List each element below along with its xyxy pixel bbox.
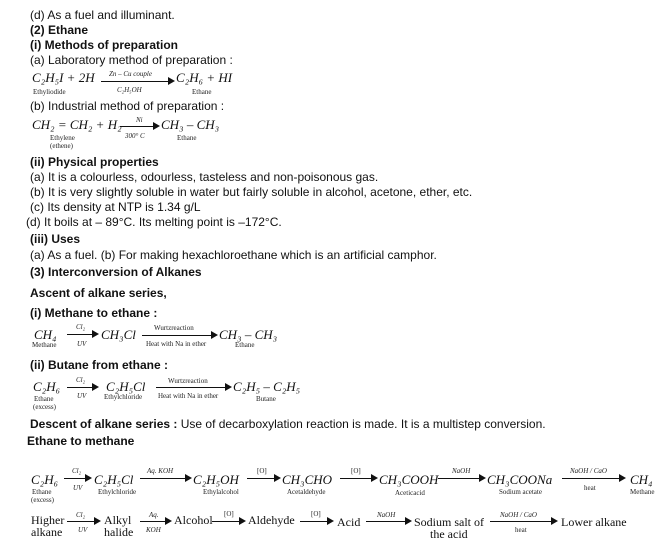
chain-p5: CH₃COONa [487,472,553,487]
but-a2-below: Heat with Na in ether [158,392,219,400]
but-a2-above: Wurtzreaction [168,377,208,385]
ind-product-label: Ethane [177,134,197,142]
descent-line [30,417,546,431]
uses-heading: (iii) Uses [30,232,81,246]
gen-a5-above: NaOH [377,511,396,519]
but-p1: C₂H₅Cl [106,379,146,394]
but-r1: C₂H₆ [33,379,61,394]
chain-a1-below: UV [73,484,83,492]
ethane-to-methane-heading: Ethane to methane [27,434,135,448]
ind-reactant-label: Ethylene [50,134,75,142]
but-a1-above: Cl₂ [76,376,86,384]
reaction-arrow [247,474,281,482]
descent-heading: Descent of alkane series : [30,417,178,431]
reaction-arrow [64,474,92,482]
meth-p2: CH₃ – CH₃ [219,327,278,342]
ethane-heading: (2) Ethane [30,23,89,37]
gen-r1b: alkane [31,525,63,539]
reaction-arrow [140,517,172,525]
meth-a1-below: UV [77,340,87,348]
ind-catalyst: Ni [136,116,143,124]
but-p2: C₂H₅ – C₂H₅ [233,379,301,394]
gen-p3: Aldehyde [248,513,295,527]
ind-reactant: CH₂ = CH₂ + H₂ [32,117,122,132]
gen-a1-above: Cl₂ [76,511,86,519]
property-b: (b) It is very slightly soluble in water but fairly soluble in alcohol, acetone, ether, etc. [30,185,473,199]
gen-p6: Lower alkane [561,515,627,529]
reaction-arrow [67,330,99,338]
chain-l-p5: Sodium acetate [499,488,542,496]
chain-l-p6: Methane [630,488,655,496]
meth-l2: Ethane [235,341,255,349]
reaction-arrow [156,383,232,391]
gen-p1b: halide [104,525,134,539]
chain-a4-above: [O] [351,467,361,475]
chain-a6-below: heat [584,484,596,492]
industrial-method-line: (b) Industrial method of preparation : [30,99,225,113]
reaction-arrow [562,474,626,482]
gen-a1-below: UV [78,526,88,534]
reaction-arrow [120,122,160,130]
meth-l1: Methane [32,341,57,349]
gen-r1a: Higher [31,513,65,527]
chain-l-r1b: (excess) [31,496,54,504]
gen-a6-below: heat [515,526,527,534]
property-c: (c) Its density at NTP is 1.34 g/L [30,200,201,214]
descent-text: Use of decarboxylation reaction is made. It is a multistep conversion. [177,417,546,431]
but-l-p2: Butane [256,395,276,403]
reaction-arrow [340,474,378,482]
reaction-arrow [101,77,175,85]
chain-p4: CH₃COOH [379,472,439,487]
reaction-arrow [142,331,218,339]
chain-a3-above: [O] [257,467,267,475]
gen-p4: Acid [337,515,361,529]
lab-product: C₂H₆ + HI [176,70,233,85]
reaction-arrow [490,517,558,525]
but-l-r1a: Ethane [34,395,54,403]
lab-product-label: Ethane [192,88,212,96]
but-a1-below: UV [77,392,87,400]
chain-l-p1: Ethylchloride [98,488,137,496]
lab-reagent-below: C₂H₅OH [117,86,142,94]
gen-a3-above: [O] [224,510,234,518]
chain-p2: C₂H₅OH [193,472,239,487]
methods-heading: (i) Methods of preparation [30,38,178,52]
lab-reagent-above: Zn – Cu couple [109,70,152,78]
chain-p3: CH₃CHO [282,472,333,487]
chain-p1: C₂H₅Cl [94,472,134,487]
reaction-arrow [212,517,246,525]
meth-p1: CH₃Cl [101,327,136,342]
chain-p6: CH₄ [630,472,653,487]
ascent-heading: Ascent of alkane series, [30,286,167,300]
property-a: (a) It is a colourless, odourless, tasteless and non-poisonous gas. [30,170,379,184]
gen-a2-below: KOH [146,526,161,534]
gen-a6-above: NaOH / CaO [500,511,537,519]
chain-a2-above: Aq. KOH [147,467,174,475]
interconversion-heading: (3) Interconversion of Alkanes [30,265,202,279]
uses-text: (a) As a fuel. (b) For making hexachloroethane which is an artificial camphor. [30,248,437,262]
gen-p2: Alcohol [174,513,213,527]
meth-a1-above: Cl₂ [76,323,86,331]
but-l-p1: Ethylchloride [104,393,143,401]
chain-l-p2: Ethylalcohol [203,488,239,496]
chain-r1: C₂H₆ [31,472,59,487]
gen-a2-above: Aq. [149,511,159,519]
chain-a6-above: NaOH / CaO [570,467,607,475]
chain-l-p3: Acetaldehyde [287,488,326,496]
but-l-r1b: (excess) [33,403,56,411]
reaction-arrow [300,517,334,525]
meth-r1: CH₄ [34,327,57,342]
physical-properties-heading: (ii) Physical properties [30,155,159,169]
property-d: (d) It boils at – 89°C. Its melting point is –172°C. [26,215,282,229]
gen-p5b: the acid [430,527,468,541]
reaction-arrow [366,517,412,525]
lab-reactant-label: Ethyliodide [33,88,66,96]
gen-p1a: Alkyl [104,513,132,527]
gen-a4-above: [O] [311,510,321,518]
meth-a2-above: Wurtzreaction [154,324,194,332]
methane-to-ethane-heading: (i) Methane to ethane : [30,306,158,320]
butane-from-ethane-heading: (ii) Butane from ethane : [30,358,169,372]
gen-p5a: Sodium salt of [414,515,485,529]
reaction-arrow [140,474,192,482]
lab-method-line: (a) Laboratory method of preparation : [30,53,233,67]
chain-a1-above: Cl₂ [72,467,82,475]
reaction-arrow [438,474,486,482]
ind-temperature: 300° C [125,132,145,140]
chain-l-r1a: Ethane [32,488,52,496]
meth-a2-below: Heat with Na in ether [146,340,207,348]
chain-a5-above: NaOH [452,467,471,475]
lab-reactant: C₂H₅I + 2H [32,70,95,85]
reaction-arrow [67,383,99,391]
chain-l-p4: Aceticacid [395,489,425,497]
ind-reactant-label-alt: (ethene) [50,142,73,150]
reaction-arrow [67,517,101,525]
ind-product: CH₃ – CH₃ [161,117,220,132]
fuel-use-line: (d) As a fuel and illuminant. [30,8,175,22]
